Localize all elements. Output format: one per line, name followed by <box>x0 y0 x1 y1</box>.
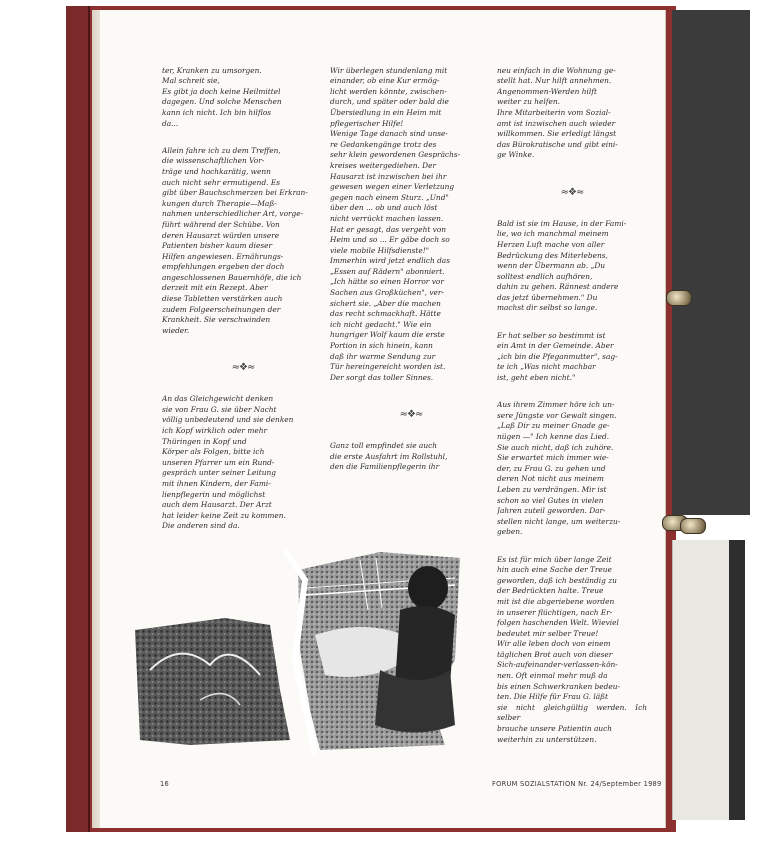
paragraph: Allein fahre ich zu dem Treffen, die wissenschaftlichen Vor- träge und hochkarätig, wenn auch nicht sehr ermutigend. Es gibt über Bauchschmerzen bei Erkran- kungen durch Therapie—Maß- nahmen unterschiedlicher Art, vorge- führt während der Schübe. Von deren Hausarzt würden unsere Patienten bisher kaum dieser Hilfen angewiesen. Ernährungs- empfehlungen ergeben der doch angeschlossenen Bauernhöfe, die ich derzeit mit ein Rezept. Aber diese Tabletten verstärken auch zudem Folgeerscheinungen der Krankheit. Sie verschwinden wieder. <box>162 145 308 335</box>
paragraph: Es ist für mich über lange Zeit hin auch eine Sache der Treue geworden, daß ich beständig zu der Bedrückten halte. Treue mit ist die abgeriebene worden in unserer flüchtigen, nach Er- folgen haschenden Welt. Wieviel bedeutet mir selber Treue! Wir alle leben doch von einem täglichen Brot auch von dieser Sich-aufeinander-verlassen-kön- nen. Oft einmal mehr muß da bis einen Schwerkranken bedeu- ten. Die Hilfe für Frau G. läßt sie nicht gleichgültig werden. Ich selber brauche unsere Patientin auch weiterhin zu unterstützen. <box>497 554 647 744</box>
page-number: 16 <box>160 780 169 788</box>
journal-footer: FORUM SOZIALSTATION Nr. 24/September 1989 <box>492 780 662 788</box>
binder-ring-upper[interactable] <box>666 290 692 306</box>
paragraph: Er hat selber so bestimmt ist ein Amt in der Gemeinde. Aber „ich bin die Pfeganmutter", sag- te ich „Was nicht machbar ist, geht eben nicht." <box>497 330 618 383</box>
binder-ring-lower-b[interactable] <box>680 518 706 534</box>
section-divider-ornament: ≈❖≈ <box>399 409 423 420</box>
binder-spine <box>66 6 90 832</box>
section-divider-ornament: ≈❖≈ <box>560 186 584 198</box>
paragraph: Wir überlegen stundenlang mit einander, ob eine Kur ermög- licht werden könnte, zwischen- durch, und später oder bald die Übersiedlung in ein Heim mit pflegerischer Hilfe! Wenige Tage danach sind unse- re Gedankengänge trotz des sehr klein gewordenen Gesprächs- kreises weitergediehen. Der Hausarzt ist inzwischen bei ihr gewesen wegen einer Verletzung gegen nach einem Sturz. „Und" über den ... ob und auch löst nicht verrückt machen lassen. Hat er gesagt, das vergeht von Heim und so ... Er gäbe doch so viele mobile Hilfsdienste!" Immerhin wird jetzt endlich das „Essen auf Rädern" abonniert. „Ich hätte so einen Horror vor Sachen aus Großküchen", ver- sichert sie. „Aber die machen das recht schmackhaft. Hätte ich nicht gedacht." Wie ein hungriger Wolf kaum die erste Portion in sich hinein, kann daß ihr warme Sendung zur Tür hereingereicht worden ist. Der sorgt das toller Sinnes. <box>330 65 461 382</box>
collage-photograph <box>130 540 460 755</box>
paragraph: Ganz toll empfindet sie auch die erste Ausfahrt im Rollstuhl, den die Familienpflegerin ihr <box>330 441 448 472</box>
article-column-1 <box>162 55 324 595</box>
article-column-3 <box>497 55 647 745</box>
section-divider-ornament: ≈❖≈ <box>231 362 255 374</box>
paragraph: neu einfach in die Wohnung ge- stellt hat. Nur hilft annehmen. Angenommen-Werden hilft weiter zu helfen. Ihre Mitarbeiterin vom Sozial- amt ist inzwischen auch wieder willkommen. Sie erledigt längst das Bürokratische und gibt eini- ge Winke. <box>497 65 618 160</box>
paragraph: ter, Kranken zu umsorgen. Mal schreit sie, Es gibt ja doch keine Heilmittel dagegen. Und solche Menschen kann ich nicht. Ich bin hilflos da... <box>162 65 282 128</box>
binder-divider-tab <box>672 10 750 515</box>
article-column-2 <box>330 55 492 555</box>
paragraph: Aus ihrem Zimmer höre ich un- sere Jüngste vor Gewalt singen. „Laß Dir zu meiner Gnade ge- nügen —" Ich kenne das Lied. Sie auch nicht, daß ich zuhöre. Sie erwartet mich immer wie- der, zu Frau G. zu gehen und deren Not nicht aus meinem Leben zu verdrängen. Mir ist schon so viel Gutes in vielen Jahren zuteil geworden. Dar- stellen nicht lange, um weiterzu- geben. <box>497 400 621 537</box>
photo-collage-art <box>130 540 460 755</box>
next-page-edge <box>672 540 745 820</box>
paragraph: Bald ist sie im Hause, in der Fami- lie, wo ich manchmal meinem Herzen Luft mache von aller Bedrückung des Miterlebens, wenn der Übermann ab. „Du solltest endlich aufhören, dahin zu gehen. Rännest andere das jetzt übernehmen." Du machst dir selbst so lange. <box>497 218 627 313</box>
paragraph: An das Gleichgewicht denken sie von Frau G. sie über Nacht völlig unbedeutend und sie denken ich Kopf wirklich oder mehr Thüringen in Kopf und Körper als Folgen, bitte ich unseren Pfarrer um ein Rund- gespräch unter seiner Leitung mit ihnen Kindern, der Fami- lienpflegerin und möglichst auch dem Hausarzt. Der Arzt hat leider keine Zeit zu kommen. Die anderen sind da. <box>162 394 294 531</box>
